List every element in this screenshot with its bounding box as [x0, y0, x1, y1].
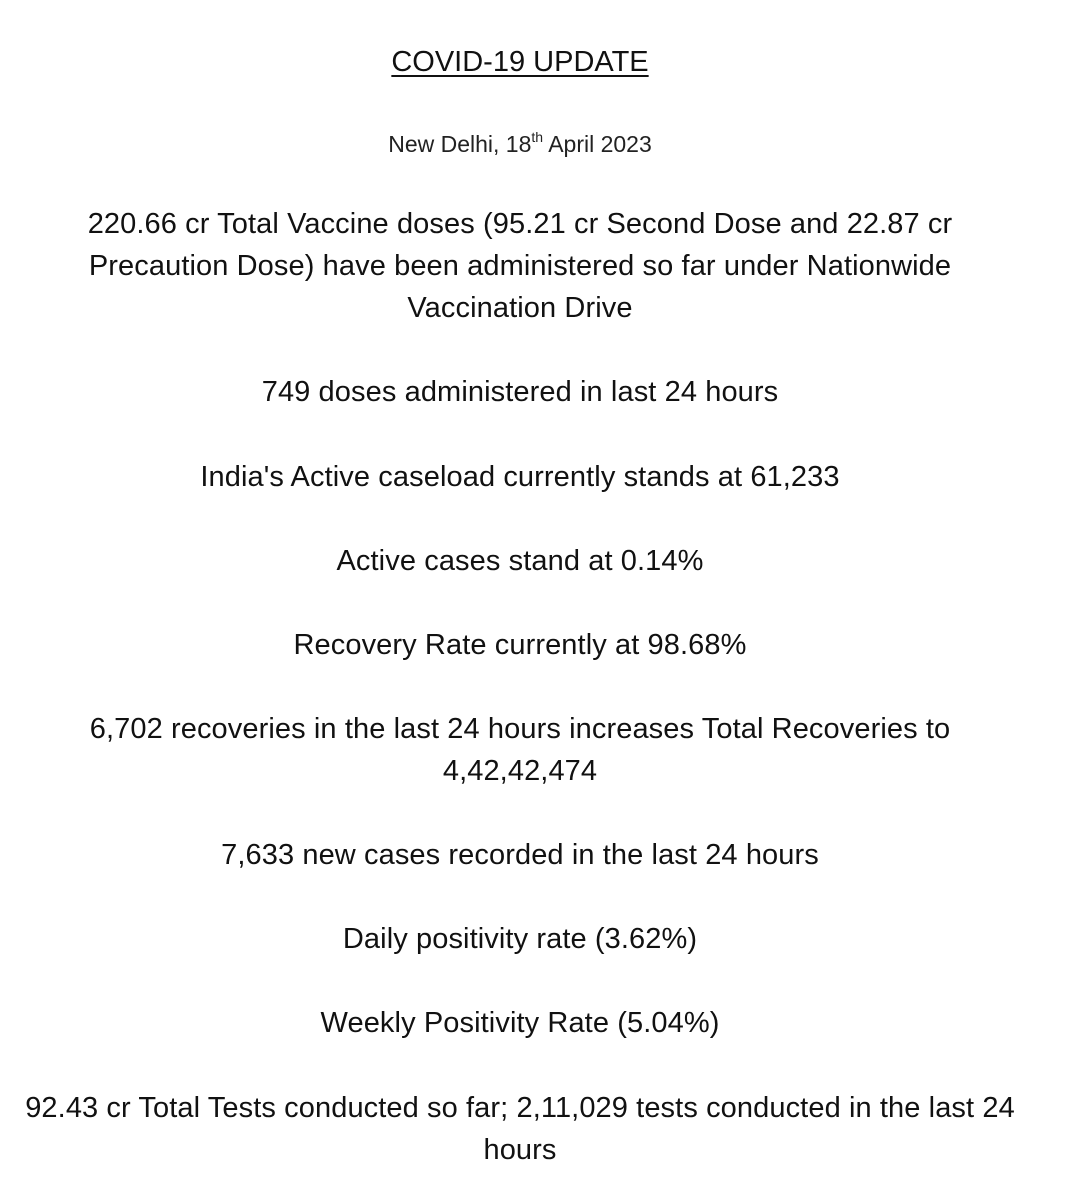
daily-positivity-rate: Daily positivity rate (3.62%)	[342, 923, 698, 955]
recoveries-last-24-hours: 6,702 recoveries in the last 24 hours increases Total Recoveries to 4,42,42,474	[89, 713, 951, 787]
active-cases-percentage: Active cases stand at 0.14%	[336, 545, 704, 577]
dateline-superscript: th	[531, 129, 544, 145]
doses-last-24-hours: 749 doses administered in last 24 hours	[261, 376, 779, 408]
new-cases-last-24-hours: 7,633 new cases recorded in the last 24 hours	[221, 839, 819, 871]
recovery-rate: Recovery Rate currently at 98.68%	[293, 629, 747, 661]
dateline-prefix: New Delhi, 18	[388, 131, 532, 157]
dateline-suffix: April 2023	[543, 131, 652, 157]
total-tests-conducted: 92.43 cr Total Tests conducted so far; 2,11,029 tests conducted in the last 24 hours	[25, 1092, 1015, 1166]
active-caseload: India's Active caseload currently stands at 61,233	[200, 461, 840, 493]
document-title: COVID-19 UPDATE	[391, 46, 649, 78]
vaccine-doses-total: 220.66 cr Total Vaccine doses (95.21 cr Second Dose and 22.87 cr Precaution Dose) have been administered so far under Nationwide Vaccination Drive	[87, 208, 953, 324]
dateline	[0, 128, 1040, 160]
weekly-positivity-rate: Weekly Positivity Rate (5.04%)	[320, 1007, 720, 1039]
